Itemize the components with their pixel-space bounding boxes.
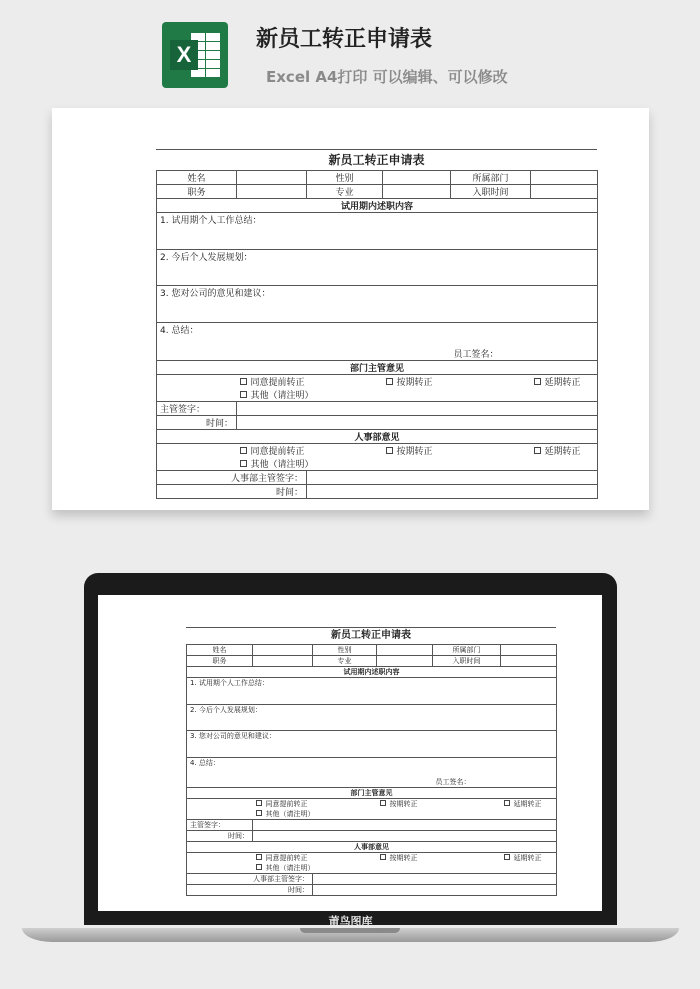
label-entry-date: 入职时间	[433, 656, 501, 667]
field-name[interactable]	[253, 645, 313, 656]
option-early[interactable]: 同意提前转正	[253, 798, 377, 809]
checkbox[interactable]	[240, 391, 247, 398]
field-department[interactable]	[531, 171, 598, 185]
employee-sign-label: 员工签名：	[433, 777, 557, 788]
option-delay[interactable]: 延期转正	[531, 374, 598, 388]
hr-option-delay[interactable]: 延期转正	[501, 852, 557, 863]
section-duty: 试用期内述职内容	[187, 667, 557, 678]
excel-x-letter: X	[170, 40, 198, 70]
form-title: 新员工转正申请表	[328, 153, 425, 167]
page-title: 新员工转正申请表	[256, 27, 433, 52]
form-large	[156, 149, 597, 499]
hr-time-field[interactable]	[313, 884, 557, 895]
question-3: 3. 您对公司的意见和建议：	[187, 731, 557, 742]
question-1: 1. 试用期个人工作总结：	[157, 213, 598, 227]
question-4: 4. 总结：	[157, 322, 598, 336]
field-department[interactable]	[501, 645, 557, 656]
time-field[interactable]	[237, 415, 598, 429]
field-major[interactable]	[383, 185, 451, 199]
label-name: 姓名	[157, 171, 237, 185]
question-3: 3. 您对公司的意见和建议：	[157, 286, 598, 300]
checkbox[interactable]	[504, 800, 510, 806]
form-title: 新员工转正申请表	[331, 630, 411, 641]
checkbox[interactable]	[240, 460, 247, 467]
question-1: 1. 试用期个人工作总结：	[187, 678, 557, 689]
hr-option-other[interactable]: 其他（请注明）	[237, 457, 598, 471]
hr-option-delay[interactable]: 延期转正	[531, 443, 598, 457]
laptop-brand-label: 莆鸟图库	[328, 915, 373, 928]
answer-4[interactable]	[187, 768, 557, 777]
checkbox[interactable]	[240, 378, 247, 385]
form-small	[186, 627, 556, 896]
question-2: 2. 今后个人发展规划：	[157, 249, 598, 263]
answer-4[interactable]	[157, 336, 598, 347]
hr-option-early[interactable]: 同意提前转正	[237, 443, 383, 457]
hr-time-label: 时间：	[187, 884, 313, 895]
question-4: 4. 总结：	[187, 757, 557, 768]
answer-2[interactable]	[157, 263, 598, 286]
field-position[interactable]	[237, 185, 307, 199]
hr-sign-label: 人事部主管签字：	[157, 470, 307, 484]
time-label: 时间：	[187, 830, 253, 841]
label-department: 所属部门	[451, 171, 531, 185]
checkbox[interactable]	[386, 447, 393, 454]
checkbox[interactable]	[504, 854, 510, 860]
table-row	[157, 171, 598, 185]
option-early[interactable]: 同意提前转正	[237, 374, 383, 388]
answer-3[interactable]	[187, 741, 557, 757]
hr-sign-field[interactable]	[307, 470, 598, 484]
time-field[interactable]	[253, 830, 557, 841]
field-position[interactable]	[253, 656, 313, 667]
label-gender: 性别	[307, 171, 383, 185]
time-label: 时间：	[157, 415, 237, 429]
excel-icon	[162, 22, 228, 88]
field-entry-date[interactable]	[531, 185, 598, 199]
answer-1[interactable]	[187, 688, 557, 704]
label-name: 姓名	[187, 645, 253, 656]
checkbox[interactable]	[534, 447, 541, 454]
field-gender[interactable]	[383, 171, 451, 185]
option-ontime[interactable]: 按期转正	[377, 798, 501, 809]
answer-3[interactable]	[157, 299, 598, 322]
section-hr: 人事部意见	[157, 429, 598, 443]
checkbox[interactable]	[386, 378, 393, 385]
field-major[interactable]	[377, 656, 433, 667]
option-delay[interactable]: 延期转正	[501, 798, 557, 809]
hr-time-label: 时间：	[157, 484, 307, 498]
checkbox[interactable]	[256, 864, 262, 870]
paper-preview	[52, 108, 649, 510]
checkbox[interactable]	[256, 800, 262, 806]
form-table	[156, 170, 598, 499]
employee-sign-label: 员工签名：	[451, 347, 598, 361]
answer-2[interactable]	[187, 715, 557, 731]
label-gender: 性别	[313, 645, 377, 656]
field-entry-date[interactable]	[501, 656, 557, 667]
label-major: 专业	[307, 185, 383, 199]
answer-1[interactable]	[157, 226, 598, 249]
checkbox[interactable]	[256, 810, 262, 816]
option-other[interactable]: 其他（请注明）	[237, 388, 598, 402]
hr-sign-field[interactable]	[313, 873, 557, 884]
section-duty: 试用期内述职内容	[157, 199, 598, 213]
question-2: 2. 今后个人发展规划：	[187, 704, 557, 715]
supervisor-sign-field[interactable]	[253, 819, 557, 830]
hr-time-field[interactable]	[307, 484, 598, 498]
field-name[interactable]	[237, 171, 307, 185]
label-position: 职务	[187, 656, 253, 667]
hr-option-early[interactable]: 同意提前转正	[253, 852, 377, 863]
table-row	[157, 185, 598, 199]
hr-option-other[interactable]: 其他（请注明）	[253, 863, 557, 874]
checkbox[interactable]	[240, 447, 247, 454]
field-gender[interactable]	[377, 645, 433, 656]
checkbox[interactable]	[256, 854, 262, 860]
laptop-notch	[300, 928, 400, 933]
label-department: 所属部门	[433, 645, 501, 656]
section-dept: 部门主管意见	[157, 360, 598, 374]
label-entry-date: 入职时间	[451, 185, 531, 199]
checkbox[interactable]	[380, 800, 386, 806]
supervisor-sign-label: 主管签字：	[157, 401, 237, 415]
supervisor-sign-field[interactable]	[237, 401, 598, 415]
supervisor-sign-label: 主管签字：	[187, 819, 253, 830]
checkbox[interactable]	[534, 378, 541, 385]
label-position: 职务	[157, 185, 237, 199]
option-other[interactable]: 其他（请注明）	[253, 809, 557, 820]
hr-sign-label: 人事部主管签字：	[187, 873, 313, 884]
hr-option-ontime[interactable]: 按期转正	[377, 852, 501, 863]
laptop-screen	[98, 595, 602, 911]
section-hr: 人事部意见	[187, 841, 557, 852]
hr-option-ontime[interactable]: 按期转正	[383, 443, 531, 457]
option-ontime[interactable]: 按期转正	[383, 374, 531, 388]
checkbox[interactable]	[380, 854, 386, 860]
form-table	[186, 644, 557, 896]
label-major: 专业	[313, 656, 377, 667]
page-subtitle: Excel A4打印 可以编辑、可以修改	[266, 68, 508, 86]
section-dept: 部门主管意见	[187, 787, 557, 798]
